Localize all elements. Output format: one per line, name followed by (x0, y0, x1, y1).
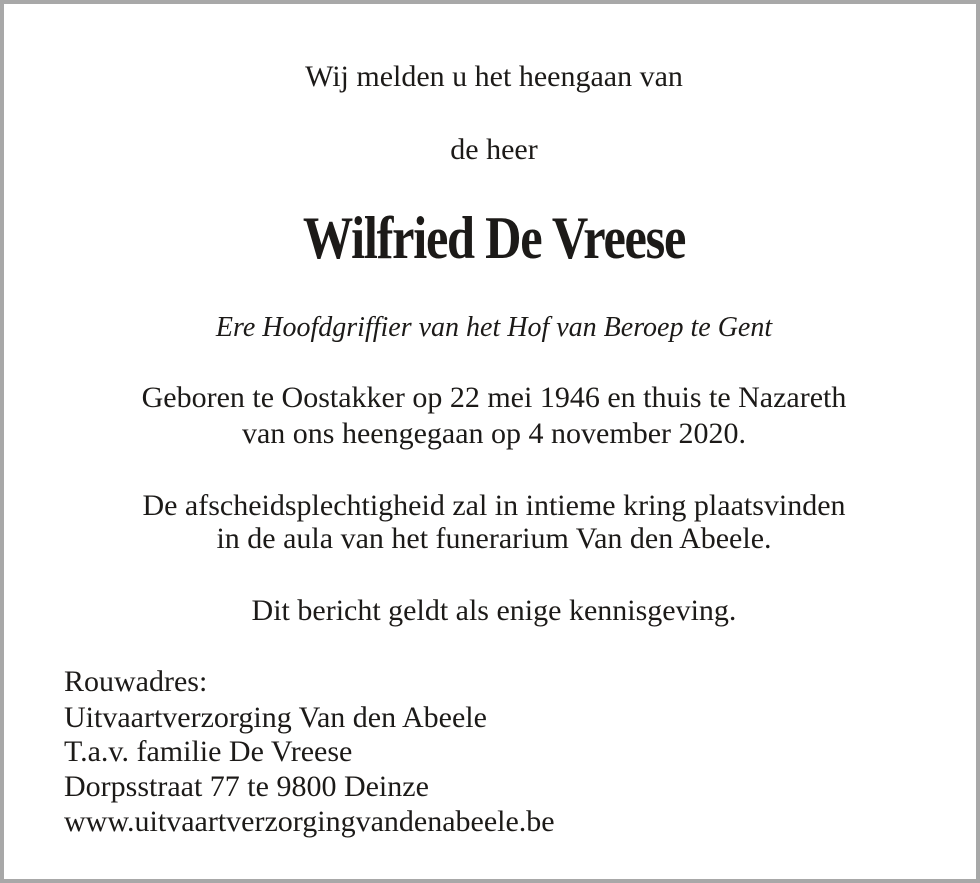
birth-line-2: van ons heengegaan op 4 november 2020. (241, 417, 747, 450)
address-label: Rouwadres: (64, 665, 208, 698)
intro-text: Wij melden u het heengaan van (305, 60, 683, 93)
address-attention: T.a.v. familie De Vreese (64, 735, 353, 768)
deceased-name: Wilfried De Vreese (302, 205, 686, 271)
birth-line-1: Geboren te Oostakker op 22 mei 1946 en thuis te Nazareth (141, 381, 847, 414)
address-company: Uitvaartverzorging Van den Abeele (64, 701, 487, 734)
closing-notice: Dit bericht geldt als enige kennisgeving. (251, 594, 737, 627)
funeral-line-1: De afscheidsplechtigheid zal in intieme kring plaatsvinden (142, 489, 846, 522)
honorific-text: de heer (450, 133, 538, 166)
deceased-title: Ere Hoofdgriffier van het Hof van Beroep te Gent (215, 312, 773, 343)
funeral-line-2: in de aula van het funerarium Van den Abeele. (216, 522, 772, 555)
address-street: Dorpsstraat 77 te 9800 Deinze (64, 770, 429, 803)
address-website: www.uitvaartverzorgingvandenabeele.be (64, 805, 555, 838)
